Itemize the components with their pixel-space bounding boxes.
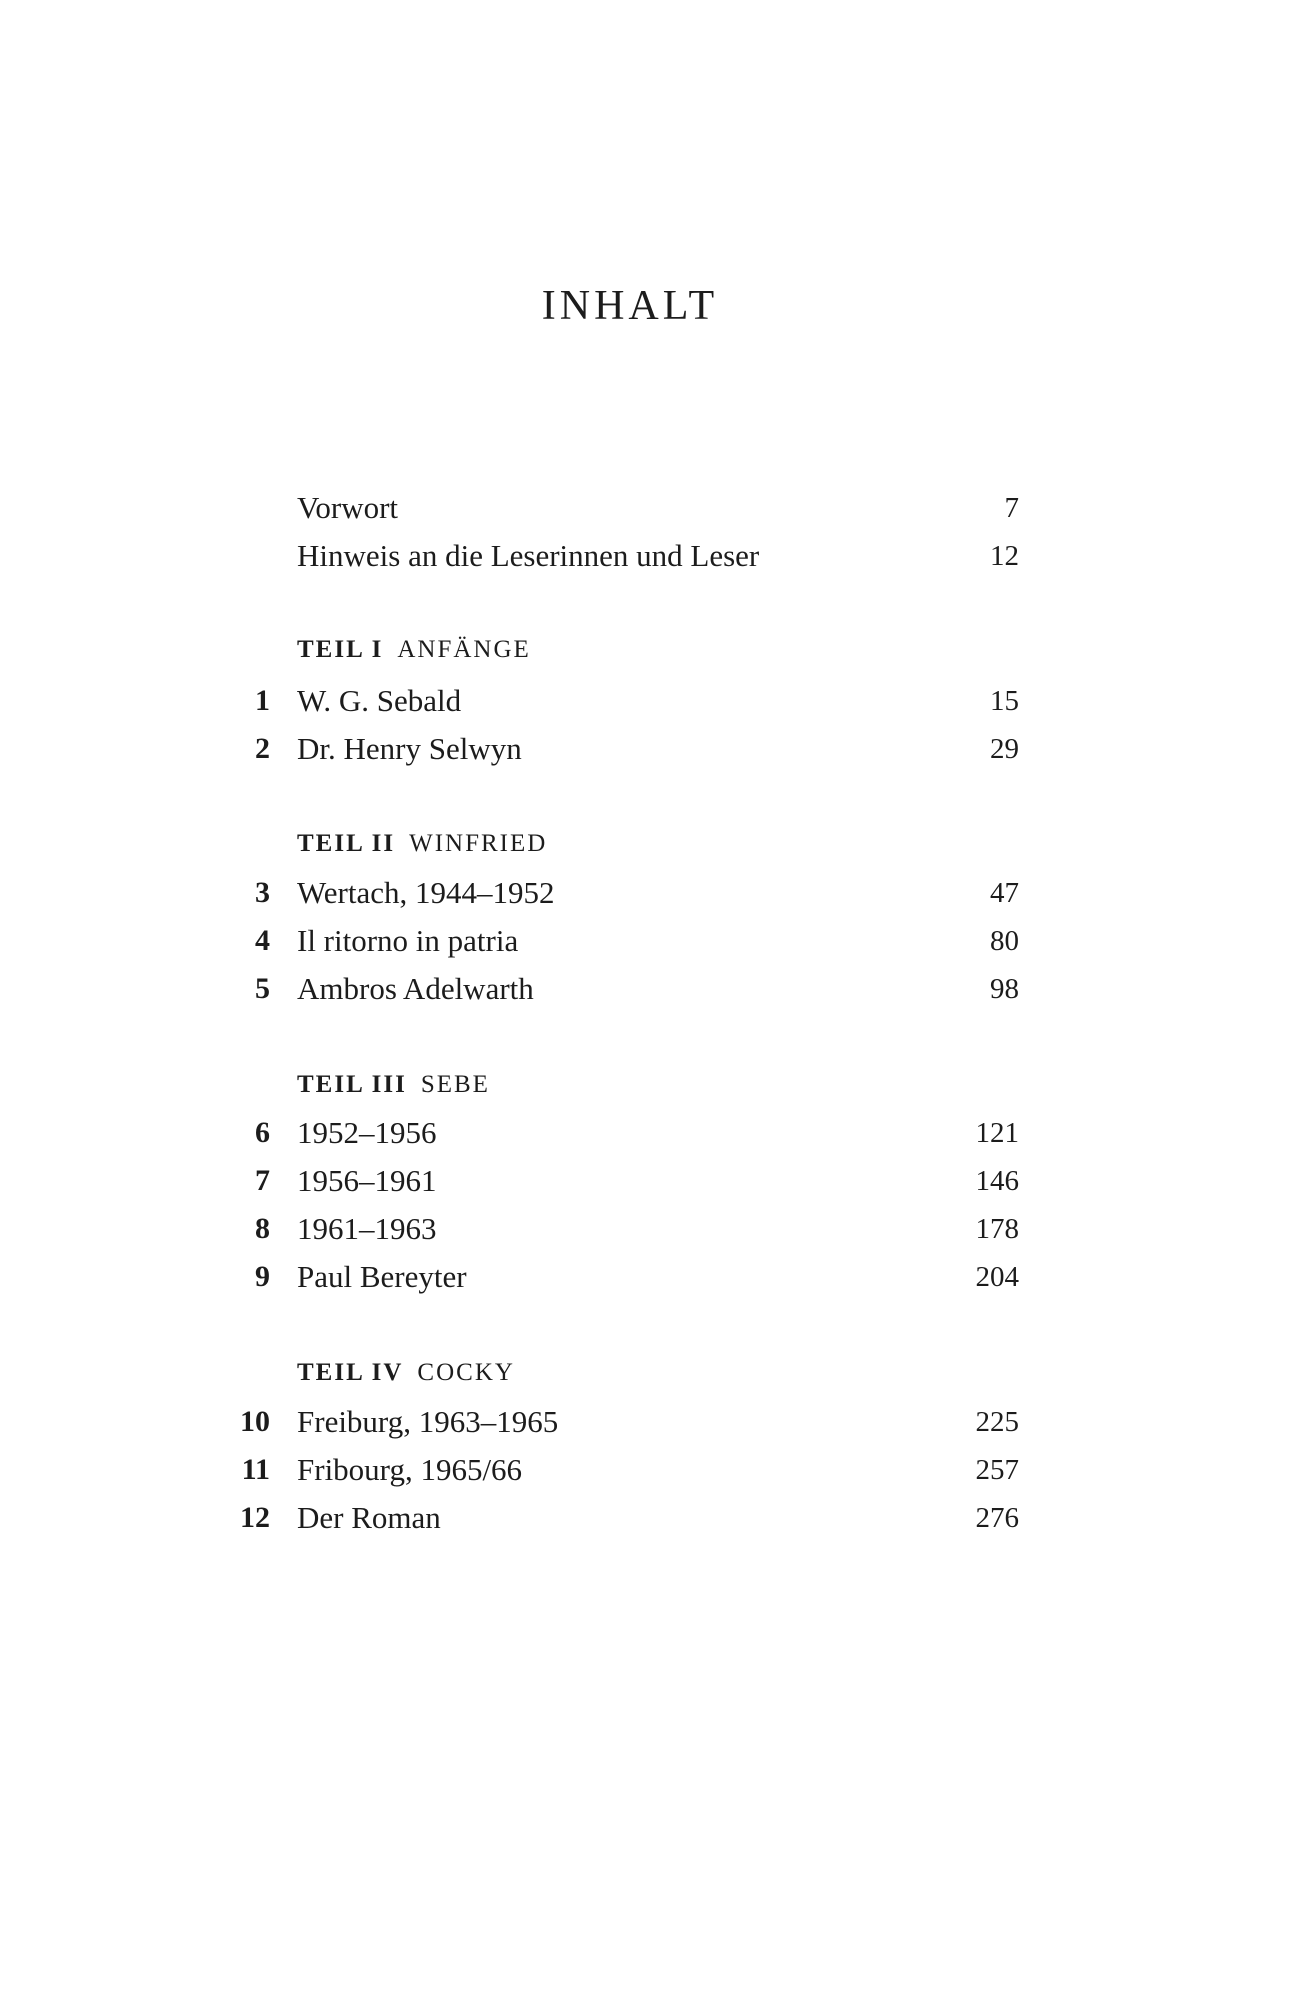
toc-entry-chapter-3[interactable]	[0, 869, 1303, 917]
toc-page-number: 146	[975, 1165, 1019, 1197]
part-label: TEIL III	[297, 1071, 407, 1098]
toc-entry-title: Freiburg, 1963–1965	[297, 1404, 559, 1439]
toc-entry-chapter-12[interactable]	[0, 1494, 1303, 1542]
toc-page-number: 178	[975, 1213, 1019, 1245]
toc-entry-title: 1952–1956	[297, 1115, 437, 1150]
toc-entry-title: Il ritorno in patria	[297, 923, 519, 958]
toc-entry-title: Ambros Adelwarth	[297, 971, 534, 1006]
part-label: TEIL I	[297, 636, 384, 663]
toc-page-number: 15	[990, 685, 1019, 717]
toc-page-number: 257	[975, 1454, 1019, 1486]
toc-page-number: 12	[990, 540, 1019, 572]
chapter-number: 7	[255, 1164, 270, 1197]
chapter-number: 12	[240, 1501, 270, 1534]
chapter-number: 2	[255, 732, 270, 765]
chapter-number: 11	[241, 1453, 270, 1486]
chapter-number: 3	[255, 876, 270, 909]
toc-entry-chapter-10[interactable]	[0, 1398, 1303, 1446]
chapter-number: 1	[255, 684, 270, 717]
toc-entry-title: Der Roman	[297, 1500, 441, 1535]
toc-page-number: 98	[990, 973, 1019, 1005]
toc-entry-title: Fribourg, 1965/66	[297, 1452, 523, 1487]
part-heading-4	[297, 1353, 515, 1393]
toc-entry-chapter-4[interactable]	[0, 917, 1303, 965]
toc-entry-title: Paul Bereyter	[297, 1259, 467, 1294]
toc-entry-title: Wertach, 1944–1952	[297, 875, 555, 910]
toc-page-number: 7	[1004, 492, 1019, 524]
part-label: TEIL IV	[297, 1359, 404, 1386]
part-name: COCKY	[417, 1359, 515, 1386]
toc-page-number: 121	[975, 1117, 1019, 1149]
part-label: TEIL II	[297, 830, 396, 857]
toc-page-number: 204	[975, 1261, 1019, 1293]
toc-entry-title: 1961–1963	[297, 1211, 437, 1246]
toc-entry-chapter-11[interactable]	[0, 1446, 1303, 1494]
toc-entry-chapter-1[interactable]	[0, 677, 1303, 725]
toc-entry-chapter-7[interactable]	[0, 1157, 1303, 1205]
toc-entry-title: Vorwort	[297, 490, 399, 525]
toc-entry-hinweis[interactable]	[0, 532, 1303, 580]
toc-page-number: 225	[975, 1406, 1019, 1438]
toc-page-number: 29	[990, 733, 1019, 765]
part-heading-3	[297, 1065, 490, 1105]
chapter-number: 9	[255, 1260, 270, 1293]
toc-entry-chapter-2[interactable]	[0, 725, 1303, 773]
part-heading-2	[297, 824, 547, 864]
toc-page-number: 80	[990, 925, 1019, 957]
toc-entry-title: Hinweis an die Leserinnen und Leser	[297, 538, 760, 573]
toc-entry-chapter-5[interactable]	[0, 965, 1303, 1013]
part-name: WINFRIED	[409, 830, 548, 857]
chapter-number: 10	[240, 1405, 270, 1438]
part-heading-1	[297, 630, 531, 670]
toc-entry-title: W. G. Sebald	[297, 683, 462, 718]
toc-entry-title: 1956–1961	[297, 1163, 437, 1198]
toc-page-number: 276	[975, 1502, 1019, 1534]
toc-entry-title: Dr. Henry Selwyn	[297, 731, 522, 766]
part-name: SEBE	[420, 1071, 490, 1098]
toc-page-number: 47	[990, 877, 1019, 909]
chapter-number: 4	[255, 924, 270, 957]
toc-entry-chapter-6[interactable]	[0, 1109, 1303, 1157]
page-title: INHALT	[541, 283, 719, 329]
chapter-number: 6	[255, 1116, 270, 1149]
part-name: ANFÄNGE	[397, 636, 531, 663]
toc-entry-chapter-9[interactable]	[0, 1253, 1303, 1301]
toc-entry-vorwort[interactable]	[0, 484, 1303, 532]
chapter-number: 5	[255, 972, 270, 1005]
toc-entry-chapter-8[interactable]	[0, 1205, 1303, 1253]
chapter-number: 8	[255, 1212, 270, 1245]
